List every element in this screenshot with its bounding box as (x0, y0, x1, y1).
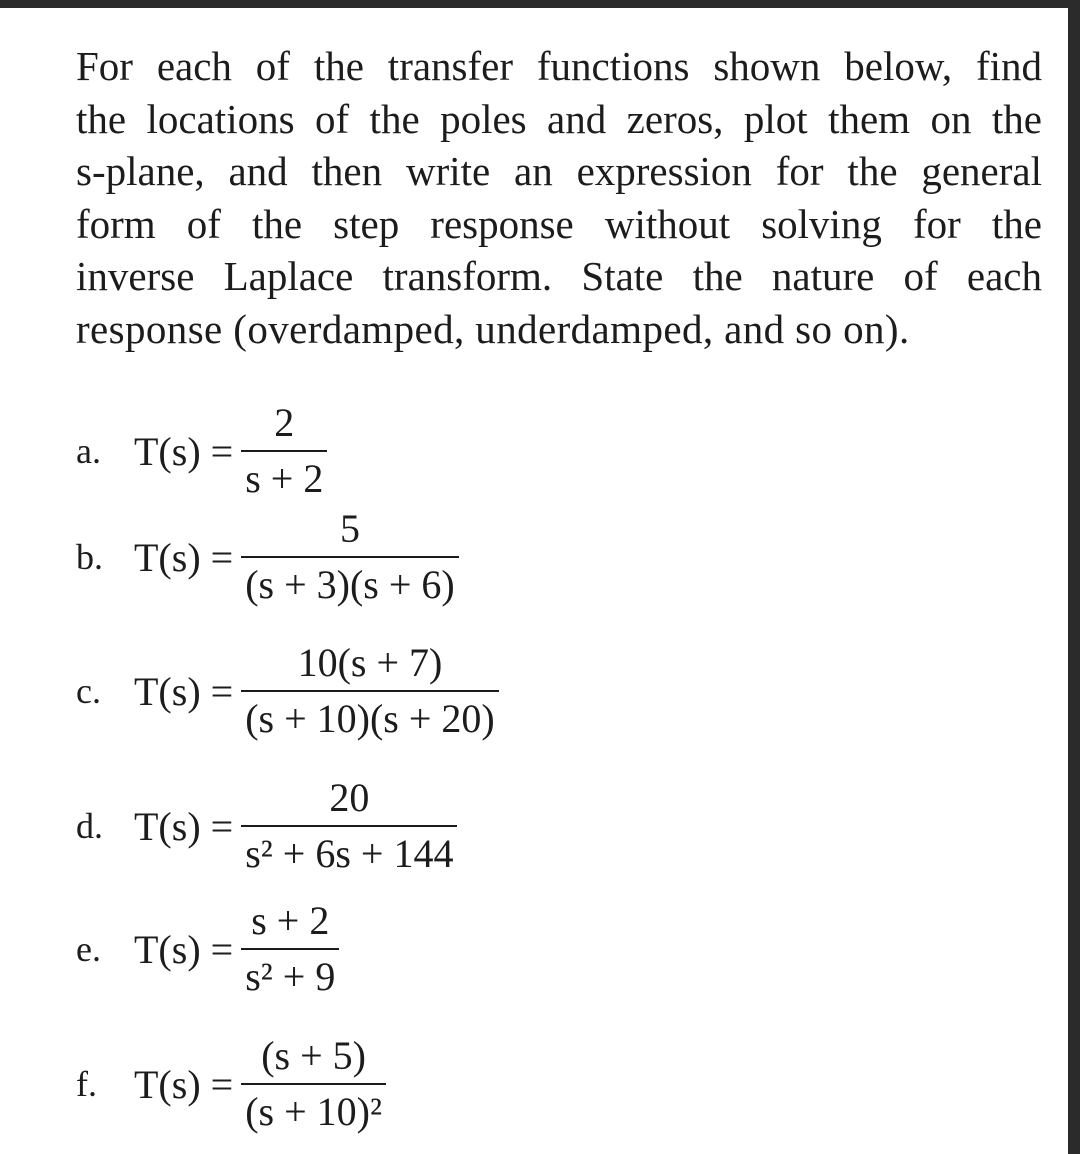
fraction (241, 504, 459, 610)
transfer-function-lhs: T(s) (134, 803, 201, 849)
transfer-function-lhs: T(s) (134, 1061, 201, 1107)
fraction (241, 896, 339, 1002)
equation-label: c. (76, 671, 101, 711)
numerator: (s + 5) (261, 1033, 366, 1078)
numerator: s + 2 (251, 898, 330, 943)
equation-d (76, 773, 457, 879)
transfer-function-lhs: T(s) (134, 668, 201, 714)
problem-line: s-plane, and then write an expression for the general (76, 148, 1042, 194)
denominator: (s + 10)(s + 20) (241, 690, 499, 744)
numerator: 10(s + 7) (297, 640, 443, 685)
problem-line: form of the step response without solving for the (76, 200, 1042, 247)
problem-line: the locations of the poles and zeros, plot them on the (76, 95, 1042, 142)
numerator: 5 (339, 506, 360, 551)
equals-sign: = (210, 534, 234, 580)
equation-f (76, 1031, 386, 1137)
equals-sign: = (210, 668, 234, 714)
equation-b (76, 504, 459, 610)
numerator: 2 (274, 400, 295, 445)
equation-label: d. (76, 806, 103, 846)
equation-label: f. (76, 1064, 97, 1104)
document-page (0, 8, 1068, 1154)
transfer-function-lhs: T(s) (134, 428, 201, 474)
equation-e (76, 896, 339, 1002)
transfer-function-lhs: T(s) (134, 534, 201, 580)
fraction (241, 638, 499, 744)
equation-label: a. (76, 431, 101, 471)
equals-sign: = (210, 1061, 234, 1107)
denominator: (s + 3)(s + 6) (241, 556, 459, 610)
denominator: (s + 10)² (241, 1083, 386, 1137)
equation-a (76, 398, 327, 504)
equals-sign: = (210, 926, 234, 972)
equation-label: e. (76, 929, 101, 969)
problem-line: For each of the transfer functions shown below, find (76, 43, 1042, 89)
transfer-function-lhs: T(s) (134, 926, 201, 972)
problem-line: inverse Laplace transform. State the nature of each (76, 253, 1042, 299)
problem-statement (76, 40, 1042, 355)
denominator: s + 2 (241, 450, 327, 504)
numerator: 20 (329, 775, 370, 820)
fraction (241, 1031, 386, 1137)
equation-c (76, 638, 499, 744)
fraction (241, 398, 327, 504)
denominator: s² + 6s + 144 (241, 825, 457, 879)
equals-sign: = (210, 803, 234, 849)
equals-sign: = (210, 428, 234, 474)
equation-label: b. (76, 537, 103, 577)
denominator: s² + 9 (241, 948, 339, 1002)
fraction (241, 773, 457, 879)
problem-line: response (overdamped, underdamped, and so on). (76, 305, 910, 352)
